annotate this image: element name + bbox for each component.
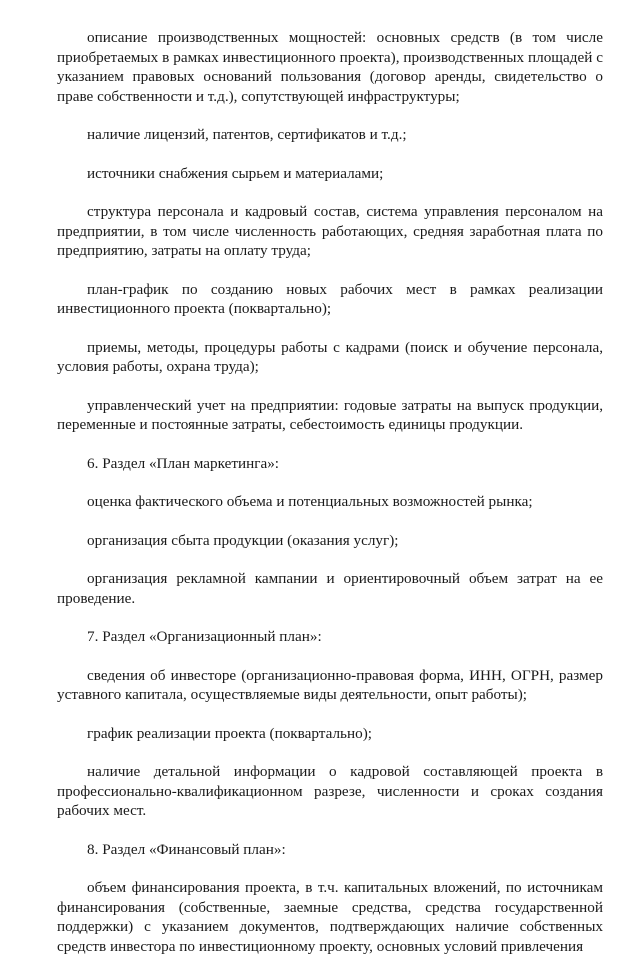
paragraph-sales-organization: организация сбыта продукции (оказания услуг); [87, 531, 399, 549]
paragraph-advertising: организация рекламной кампании и ориентировочный объем затрат на ее проведение. [57, 570, 603, 607]
paragraph-financing-volume: объем финансирования проекта, в т.ч. капитальных вложений, по источникам финансирования (собственные, заемные средства, средства государственной поддержки) с указанием документов, подтверждающих наличие собственных средств инвестора по инвестиционному проекту, основных условий привлечения [57, 879, 603, 955]
paragraph-licenses: наличие лицензий, патентов, сертификатов и т.д.; [87, 126, 407, 143]
section-heading-financial: 8. Раздел «Финансовый план»: [87, 840, 286, 858]
section-heading-organizational: 7. Раздел «Организационный план»: [87, 628, 322, 645]
paragraph-production-capacity: описание производственных мощностей: основных средств (в том числе приобретаемых в рамках инвестиционного проекта), производственных площадей с указанием правовых оснований пользования (договор аренды, свидетельство о праве собственности и т.д.), сопутствующей инфраструктуры; [57, 29, 603, 105]
paragraph-management-accounting: управленческий учет на предприятии: годовые затраты на выпуск продукции, переменные и постоянные затраты, себестоимость единицы продукции. [57, 396, 603, 433]
paragraph-hr-methods: приемы, методы, процедуры работы с кадрами (поиск и обучение персонала, условия работы, охрана труда); [57, 338, 603, 375]
paragraph-jobs-schedule: план-график по созданию новых рабочих мест в рамках реализации инвестиционного проекта (поквартально); [57, 280, 603, 317]
paragraph-staff-details: наличие детальной информации о кадровой составляющей проекта в профессионально-квалификационном разрезе, численности и сроках создания рабочих мест. [57, 763, 603, 819]
paragraph-project-schedule: график реализации проекта (поквартально); [87, 724, 372, 742]
document-page [57, 28, 603, 956]
paragraph-market-assessment: оценка фактического объема и потенциальных возможностей рынка; [87, 493, 533, 510]
paragraph-staff-structure: структура персонала и кадровый состав, система управления персоналом на предприятии, в том числе численность работающих, средняя заработная плата по предприятию, затраты на оплату труда; [57, 203, 603, 259]
paragraph-investor-info: сведения об инвесторе (организационно-правовая форма, ИНН, ОГРН, размер уставного капитала, осуществляемые виды деятельности, опыт работы); [57, 666, 603, 703]
paragraph-supply-sources: источники снабжения сырьем и материалами; [87, 164, 384, 182]
section-heading-marketing: 6. Раздел «План маркетинга»: [87, 454, 280, 472]
